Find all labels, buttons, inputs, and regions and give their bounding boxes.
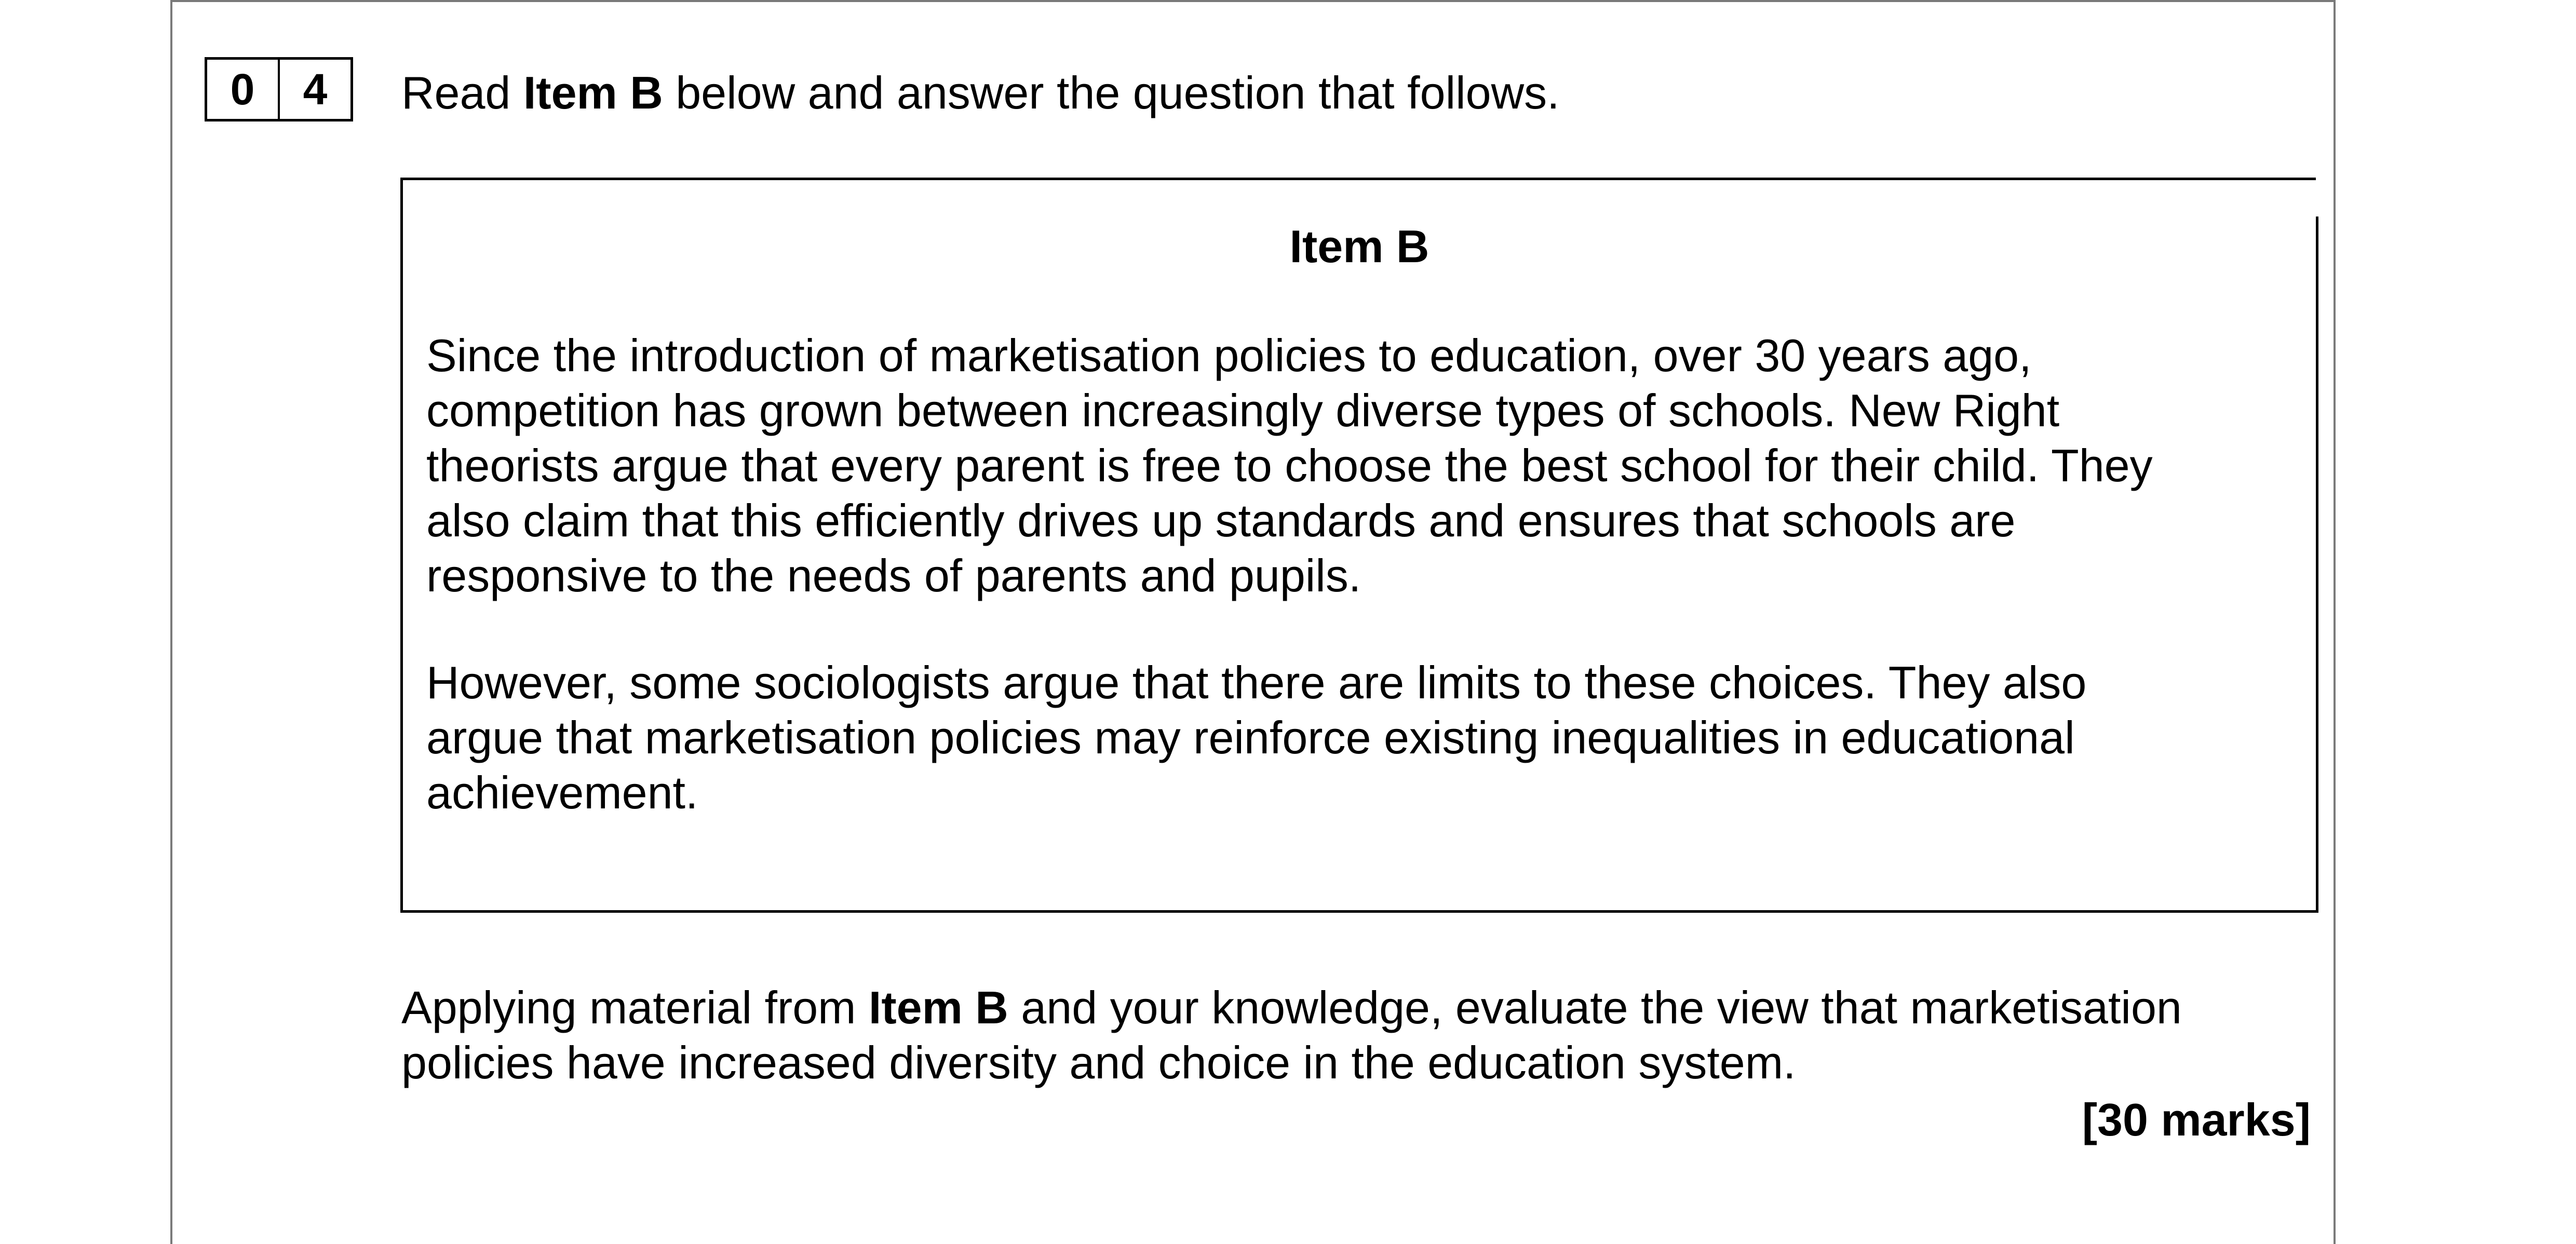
instruction-item-ref: Item B xyxy=(523,67,663,118)
text-line: also claim that this efficiently drives up standards and ensures that schools are xyxy=(426,495,2016,546)
text-line: responsive to the needs of parents and pupils. xyxy=(426,550,1361,601)
text-line: competition has grown between increasingly diverse types of schools. New Right xyxy=(426,385,2060,436)
text-line: However, some sociologists argue that there are limits to these choices. They also xyxy=(426,657,2087,708)
text-line: theorists argue that every parent is free to choose the best school for their child. They xyxy=(426,440,2153,491)
text-line: achievement. xyxy=(426,767,698,818)
question-number-digit: 0 xyxy=(230,65,255,114)
item-title: Item B xyxy=(1289,221,1429,272)
text-line: Since the introduction of marketisation policies to education, over 30 years ago, xyxy=(426,330,2032,381)
question-item-ref: Item B xyxy=(868,982,1008,1033)
question-line-1 xyxy=(401,980,2182,1035)
item-paragraph-2 xyxy=(426,655,2275,820)
item-b-box xyxy=(400,178,2316,913)
question-instruction xyxy=(401,65,1560,120)
question-suffix: and your knowledge, evaluate the view that marketisation xyxy=(1008,982,2182,1033)
marks-label: [30 marks] xyxy=(2082,1094,2311,1145)
question-number-digit: 4 xyxy=(278,60,350,119)
question-line-2: policies have increased diversity and choice in the education system. xyxy=(401,1037,1796,1088)
instruction-prefix: Read xyxy=(401,67,523,118)
item-paragraph-1 xyxy=(426,328,2275,603)
question-prefix: Applying material from xyxy=(401,982,869,1033)
question-number-box xyxy=(205,57,353,121)
item-box-right-border xyxy=(2316,217,2318,913)
question-text xyxy=(401,980,2182,1090)
text-line: argue that marketisation policies may reinforce existing inequalities in educational xyxy=(426,712,2075,763)
instruction-suffix: below and answer the question that follows. xyxy=(663,67,1560,118)
